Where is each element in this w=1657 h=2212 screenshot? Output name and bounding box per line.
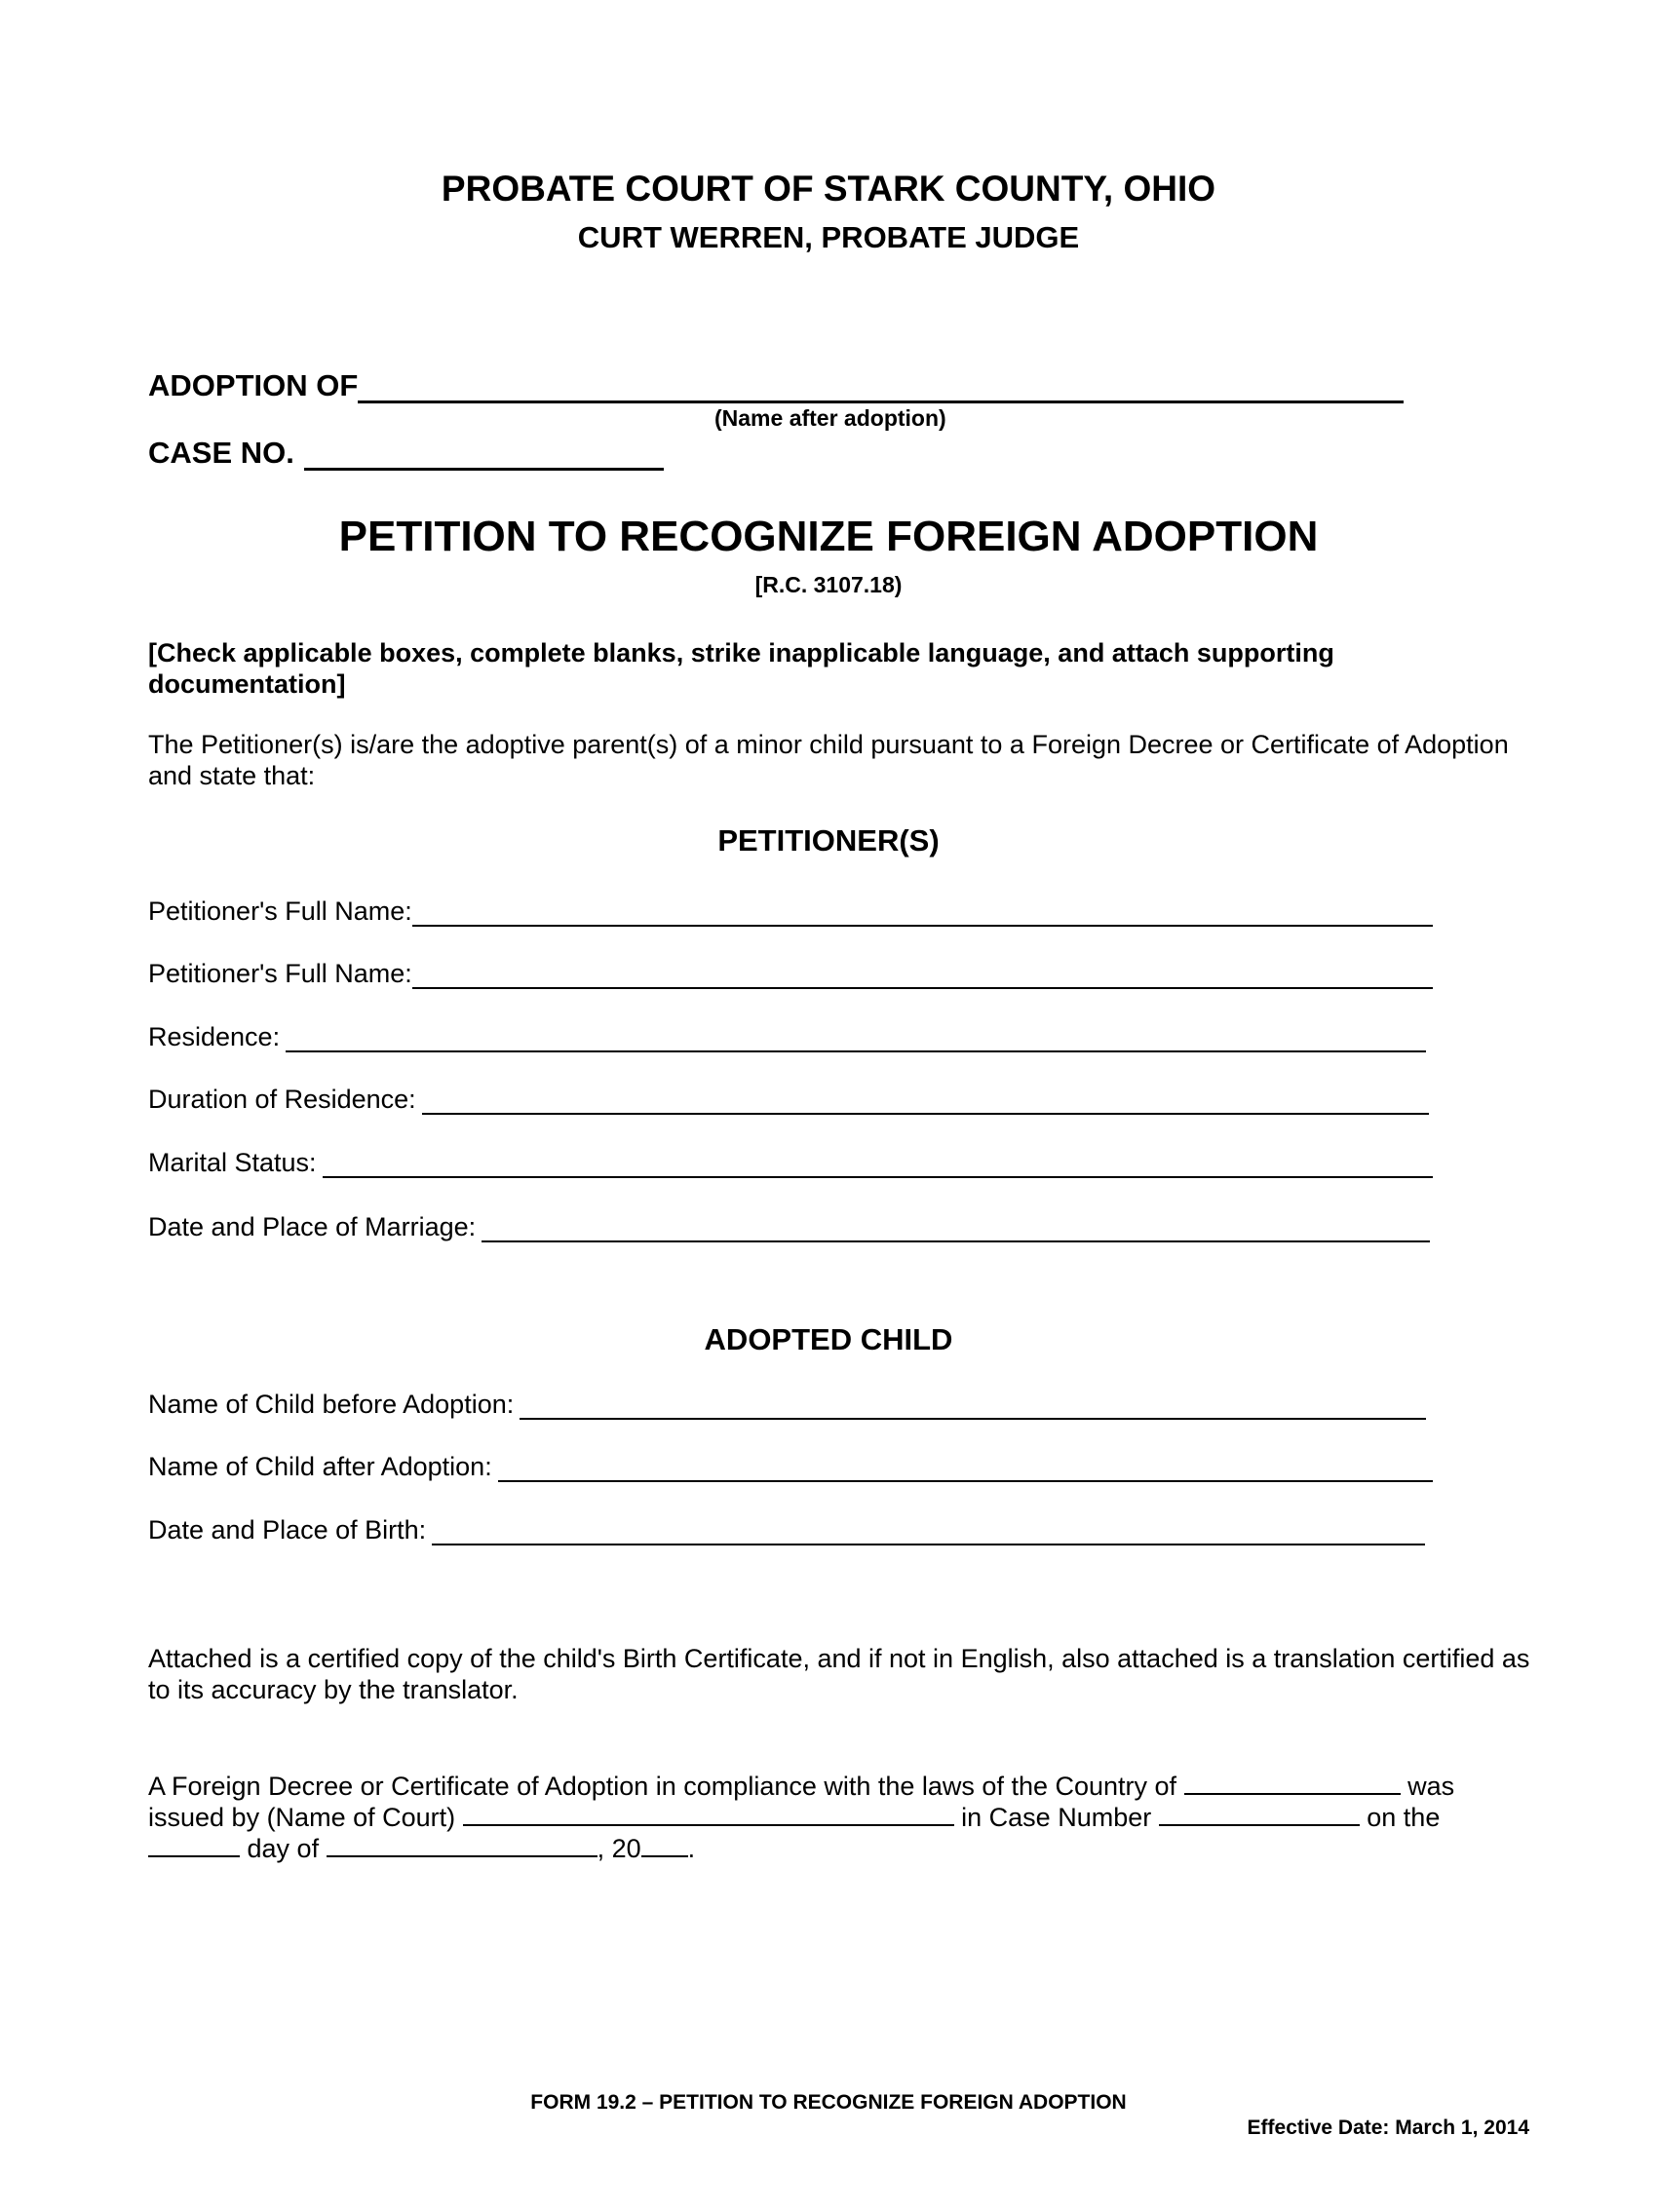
adoption-of-row — [148, 368, 1404, 403]
adopted-child-heading: ADOPTED CHILD — [704, 1322, 953, 1356]
child-name-after-field — [148, 1452, 1433, 1482]
case-no-blank[interactable] — [304, 439, 664, 471]
decree-text: day of — [247, 1834, 320, 1863]
adoption-of-label: ADOPTION OF — [148, 368, 359, 402]
year-blank[interactable] — [641, 1854, 688, 1857]
decree-text: in Case Number — [961, 1803, 1152, 1832]
date-place-of-birth-field — [148, 1515, 1425, 1545]
field-label: Duration of Residence: — [148, 1085, 416, 1114]
field-blank[interactable] — [432, 1520, 1425, 1545]
field-blank[interactable] — [520, 1394, 1426, 1420]
field-blank[interactable] — [412, 901, 1433, 927]
field-blank[interactable] — [286, 1027, 1426, 1052]
field-blank[interactable] — [482, 1217, 1430, 1242]
field-label: Date and Place of Birth: — [148, 1515, 427, 1545]
case-no-row — [148, 436, 664, 471]
field-label: Petitioner's Full Name: — [148, 959, 412, 988]
adoption-of-blank[interactable] — [358, 371, 1404, 403]
petitioners-heading: PETITIONER(S) — [717, 823, 940, 858]
birth-certificate-paragraph: Attached is a certified copy of the child's Birth Certificate, and if not in English, also attached is a translation certified as to its accuracy by the translator. — [148, 1644, 1530, 1704]
marital-status-field — [148, 1148, 1433, 1178]
field-label: Date and Place of Marriage: — [148, 1212, 477, 1241]
decree-text: was — [1407, 1772, 1455, 1801]
decree-text: A Foreign Decree or Certificate of Adoption in compliance with the laws of the Country of — [148, 1772, 1177, 1801]
form-title: PETITION TO RECOGNIZE FOREIGN ADOPTION — [338, 513, 1319, 560]
name-after-adoption-hint: (Name after adoption) — [714, 405, 946, 431]
field-blank[interactable] — [498, 1457, 1433, 1482]
field-label: Marital Status: — [148, 1148, 317, 1177]
month-blank[interactable] — [327, 1854, 597, 1857]
field-blank[interactable] — [422, 1089, 1429, 1115]
residence-field — [148, 1022, 1426, 1052]
decree-text: issued by (Name of Court) — [148, 1803, 456, 1832]
judge-name: CURT WERREN, PROBATE JUDGE — [577, 220, 1080, 254]
field-label: Petitioner's Full Name: — [148, 896, 412, 926]
petitioner-1-name-field — [148, 896, 1433, 927]
day-blank[interactable] — [148, 1854, 240, 1857]
child-name-before-field — [148, 1390, 1426, 1420]
instructions: [Check applicable boxes, complete blanks, strike inapplicable language, and attach supporting documentation] — [148, 638, 1334, 699]
statute-reference: [R.C. 3107.18) — [754, 572, 903, 597]
court-name: PROBATE COURT OF STARK COUNTY, OHIO — [441, 169, 1216, 209]
effective-date: Effective Date: March 1, 2014 — [1247, 2117, 1529, 2139]
field-blank[interactable] — [323, 1153, 1433, 1178]
decree-text: , 20 — [597, 1834, 641, 1863]
date-place-of-marriage-field — [148, 1212, 1430, 1242]
decree-text: . — [687, 1834, 696, 1863]
intro-paragraph: The Petitioner(s) is/are the adoptive parent(s) of a minor child pursuant to a Foreign Decree or Certificate of Adoption and state that: — [148, 730, 1509, 790]
petitioner-2-name-field — [148, 959, 1433, 989]
duration-of-residence-field — [148, 1085, 1429, 1115]
field-label: Residence: — [148, 1022, 281, 1051]
country-blank[interactable] — [1184, 1792, 1401, 1795]
case-number-blank[interactable] — [1159, 1823, 1360, 1826]
foreign-decree-paragraph — [148, 1771, 1561, 1864]
field-blank[interactable] — [412, 964, 1433, 989]
field-label: Name of Child before Adoption: — [148, 1390, 515, 1419]
case-no-label: CASE NO. — [148, 436, 294, 470]
form-footer: FORM 19.2 – PETITION TO RECOGNIZE FOREIGN ADOPTION — [530, 2091, 1127, 2114]
field-label: Name of Child after Adoption: — [148, 1452, 492, 1481]
decree-text: on the — [1367, 1803, 1441, 1832]
court-name-blank[interactable] — [463, 1823, 954, 1826]
